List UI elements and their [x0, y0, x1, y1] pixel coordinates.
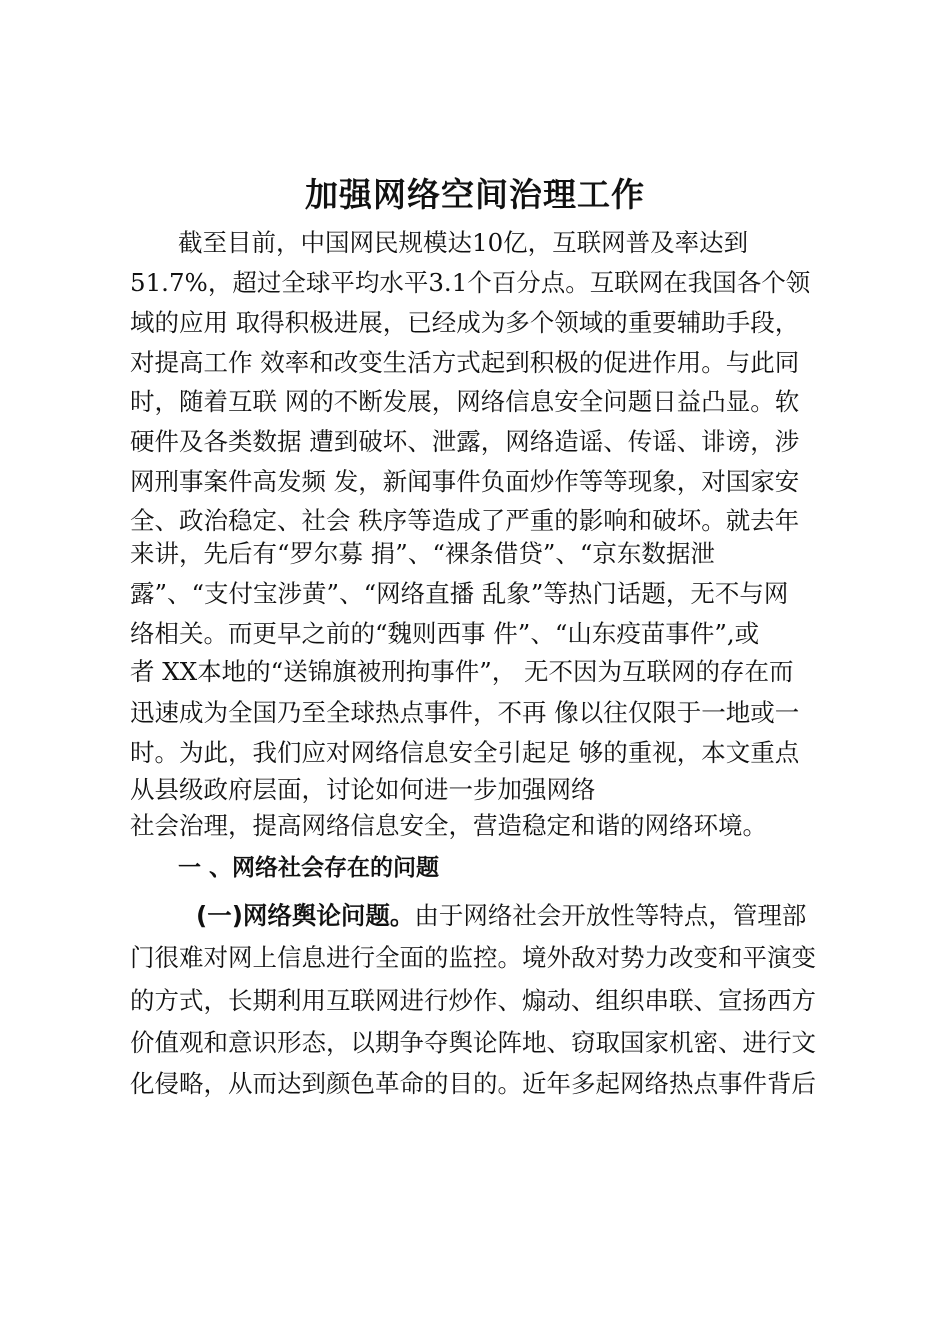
- subsection-label: (一)网络舆论问题。: [196, 901, 415, 930]
- intro-line-13: 迅速成为全国乃至全球热点事件，不再 像以往仅限于一地或一: [130, 698, 800, 727]
- subsection-line-4: 价值观和意识形态，以期争夺舆论阵地、窃取国家机密、进行文: [130, 1028, 816, 1057]
- intro-line-10: 露”、“支付宝涉黄”、“网络直播 乱象”等热门话题，无不与网: [130, 579, 789, 608]
- intro-line-4: 对提高工作 效率和改变生活方式起到积极的促进作用。与此同: [130, 348, 800, 377]
- subsection-line-2: 门很难对网上信息进行全面的监控。境外敌对势力改变和平演变: [130, 943, 816, 972]
- intro-line-8: 全、政治稳定、社会 秩序等造成了严重的影响和破坏。就去年: [130, 506, 800, 535]
- intro-line-5: 时，随着互联 网的不断发展，网络信息安全问题日益凸显。软: [130, 387, 800, 416]
- intro-line-6: 硬件及各类数据 遭到破坏、泄露，网络造谣、传谣、诽谤，涉: [130, 427, 800, 456]
- section-heading: 一 、网络社会存在的问题: [178, 855, 440, 881]
- intro-line-3: 域的应用 取得积极进展，已经成为多个领域的重要辅助手段，: [130, 308, 800, 337]
- intro-line-2: 51.7%，超过全球平均水平3.1个百分点。互联网在我国各个领: [130, 268, 811, 297]
- subsection-first-line-text: 由于网络社会开放性等特点，管理部: [414, 901, 807, 930]
- intro-line-11: 络相关。而更早之前的“魏则西事 件”、“山东疫苗事件”,或: [130, 619, 760, 648]
- intro-line-14: 时。为此，我们应对网络信息安全引起足 够的重视，本文重点: [130, 738, 800, 767]
- subsection-first-line: [196, 900, 806, 932]
- intro-line-12: 者 XX本地的“送锦旗被刑拘事件”， 无不因为互联网的存在而: [130, 657, 794, 686]
- subsection-line-5: 化侵略，从而达到颜色革命的目的。近年多起网络热点事件背后: [130, 1069, 816, 1098]
- subsection-line-3: 的方式，长期利用互联网进行炒作、煽动、组织串联、宣扬西方: [130, 986, 816, 1015]
- intro-line-15: 从县级政府层面，讨论如何进一步加强网络: [130, 775, 596, 804]
- intro-line-9: 来讲，先后有“罗尔募 捐”、“裸条借贷”、“京东数据泄: [130, 539, 715, 568]
- intro-line-16: 社会治理，提高网络信息安全，营造稳定和谐的网络环境。: [130, 811, 767, 840]
- intro-line-1: 截至目前，中国网民规模达10亿，互联网普及率达到: [178, 228, 749, 257]
- intro-line-7: 网刑事案件高发频 发，新闻事件负面炒作等等现象，对国家安: [130, 467, 800, 496]
- document-title: 加强网络空间治理工作: [305, 175, 645, 214]
